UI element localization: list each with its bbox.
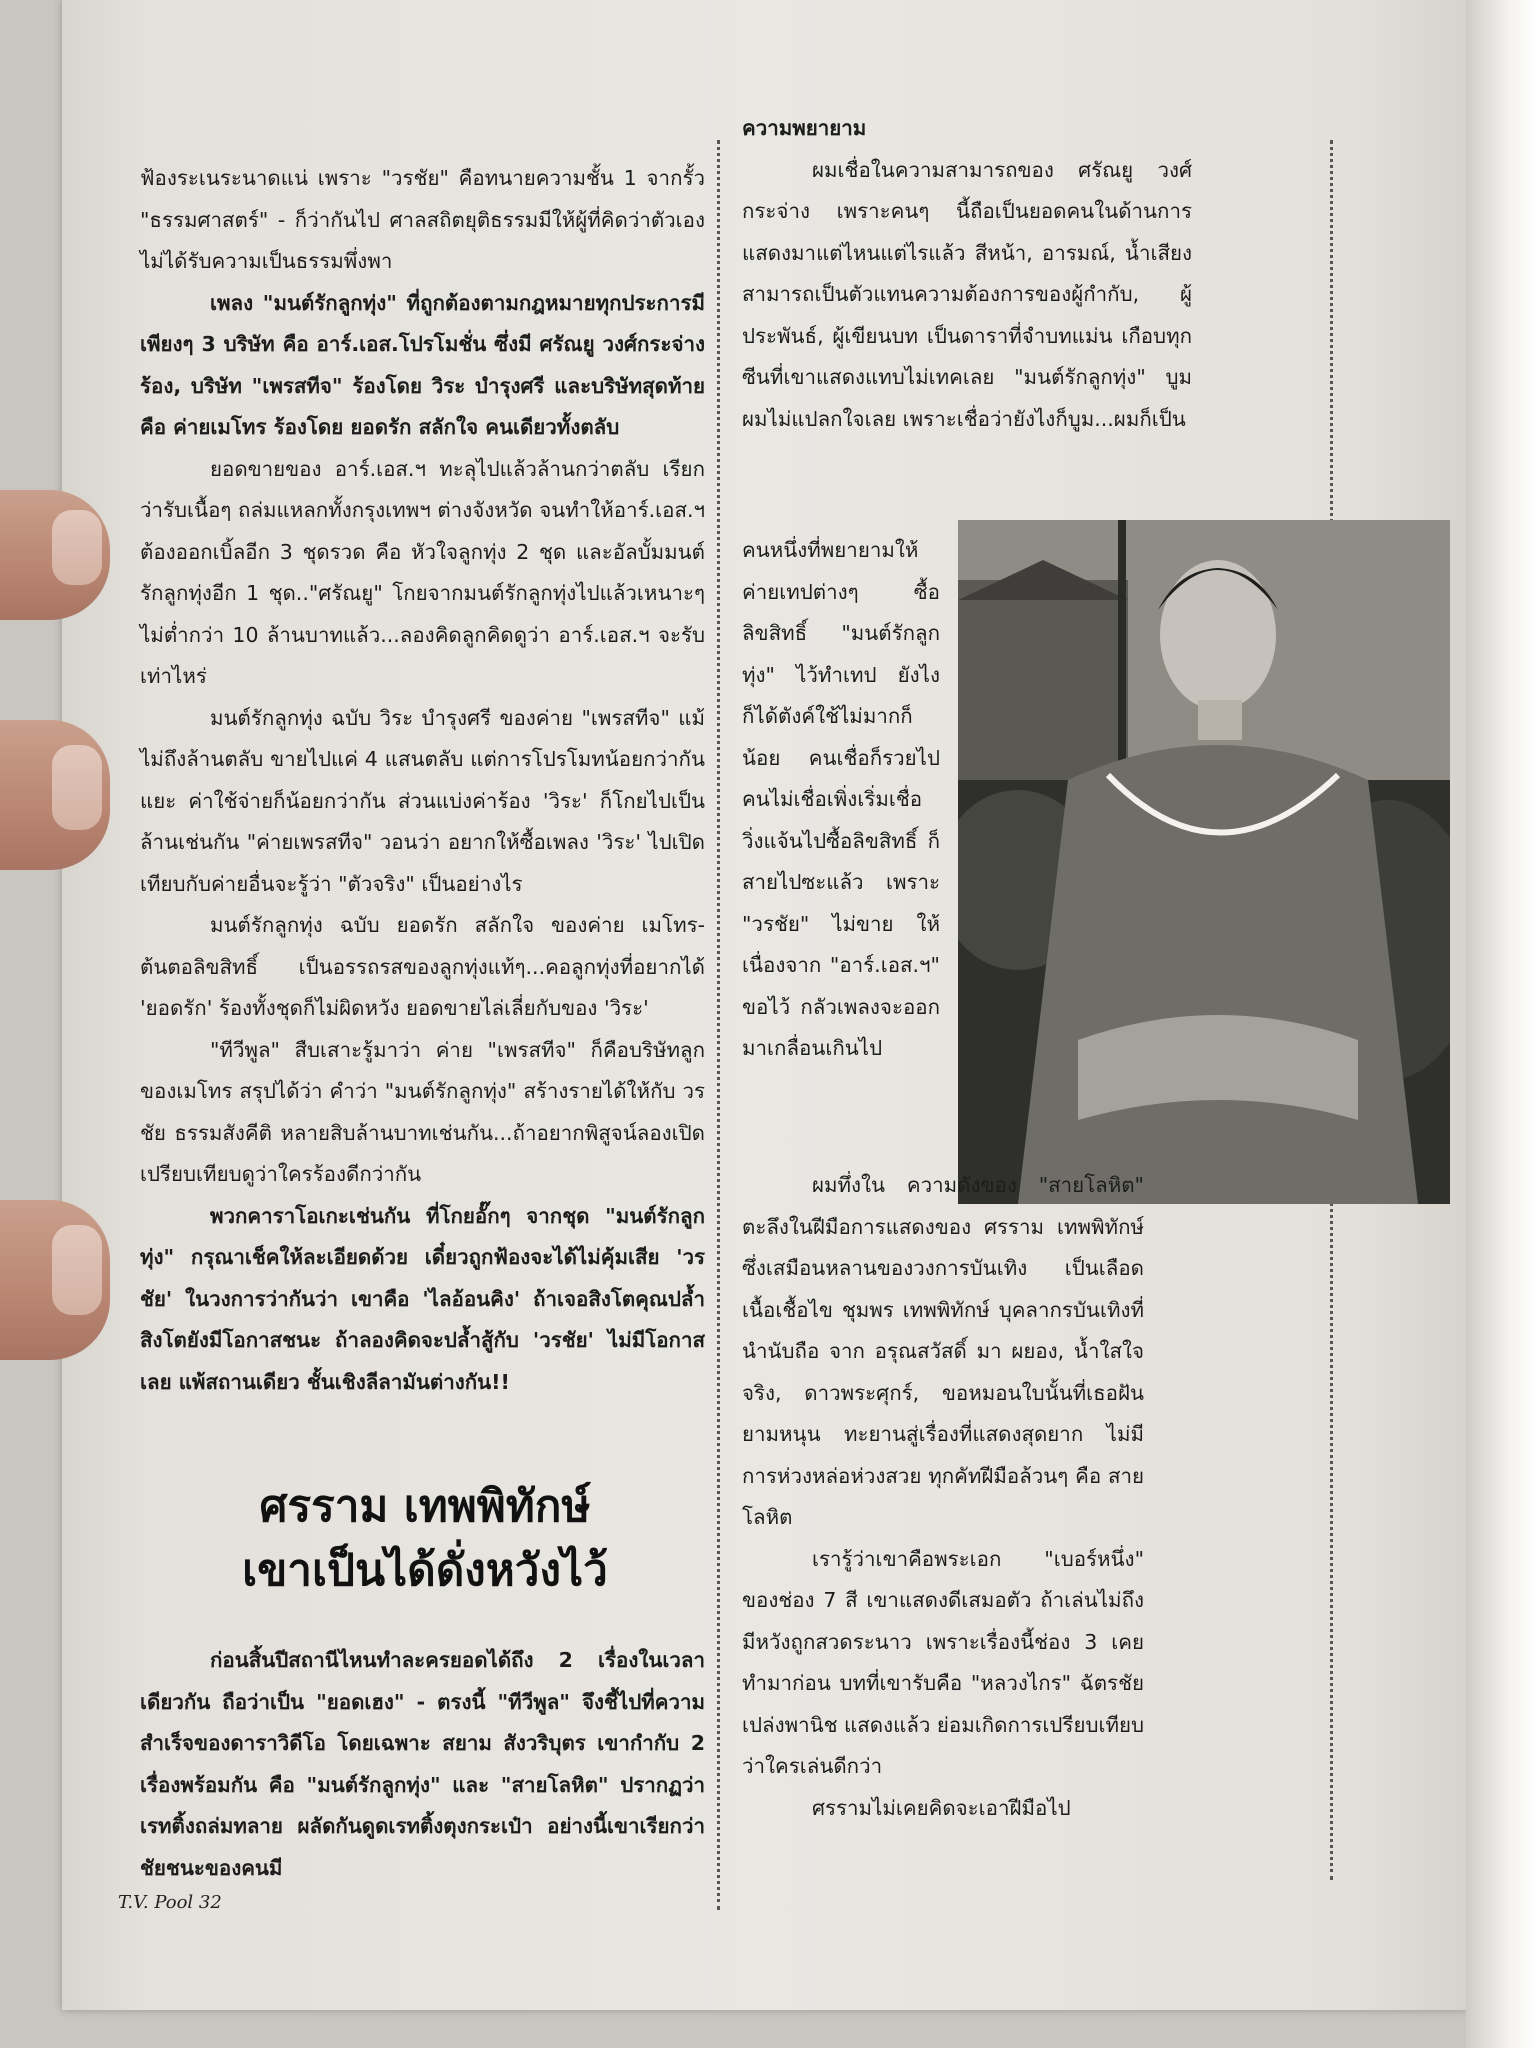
right-column-top (742, 108, 1192, 440)
paragraph: ศรรามไม่เคยคิดจะเอาฝีมือไป (812, 1795, 1071, 1820)
right-column-narrow (742, 530, 940, 1070)
headline-line: ศรราม เทพพิทักษ์ (259, 1481, 591, 1532)
paragraph: "ทีวีพูล" สืบเสาะรู้มาว่า ค่าย "เพรสทีจ" ก็คือบริษัทลูกของเมโทร สรุปได้ว่า คำว่า "มนต์รักลูกทุ่ง" สร้างรายได้ให้กับ วรชัย ธรรมสังคีติ หลายสิบล้านบาทเช่นกัน...ถ้าอยากพิสูจน์ลองเปิดเปรียบเทียบดูว่าใครร้องดีกว่ากัน (140, 1037, 705, 1186)
headline-line: เขาเป็นได้ดั่งหวังไว้ (242, 1545, 608, 1596)
paragraph: คนหนึ่งที่พยายามให้ค่ายเทปต่างๆ ซื้อลิขสิทธิ์ "มนต์รักลูกทุ่ง" ไว้ทำเทป ยังไงก็ได้ตังค์ใช้ไม่มากก็น้อย คนเชื่อก็รวยไป คนไม่เชื่อเพิ่งเริ่มเชื่อ วิ่งแจ้นไปซื้อลิขสิทธิ์ ก็สายไปซะแล้ว เพราะ "วรชัย" ไม่ขาย ให้เนื่องจาก "อาร์.เอส.ฯ" ขอไว้ กลัวเพลงจะออกมาเกลื่อนเกินไป (742, 538, 940, 1060)
finger (0, 1200, 110, 1360)
finger (0, 720, 110, 870)
paragraph: เรารู้ว่าเขาคือพระเอก "เบอร์หนึ่ง" ของช่อง 7 สี เขาแสดงดีเสมอตัว ถ้าเล่นไม่ถึงมีหวังถูกสวดระนาว เพราะเรื่องนี้ช่อง 3 เคยทำมาก่อน บทที่เขารับคือ "หลวงไกร" ฉัตรชัย เปล่งพานิช แสดงแล้ว ย่อมเกิดการเปรียบเทียบว่าใครเล่นดีกว่า (742, 1546, 1145, 1778)
paragraph: ผมเชื่อในความสามารถของ ศรัณยู วงศ์กระจ่าง เพราะคนๆ นี้ถือเป็นยอดคนในด้านการแสดงมาแต่ไหนแต่ไรแล้ว สีหน้า, อารมณ์, น้ำเสียง สามารถเป็นตัวแทนความต้องการของผู้กำกับ, ผู้ประพันธ์, ผู้เขียนบท เป็นดาราที่จำบทแม่น เกือบทุกซีนที่เขาแสดงแทบไม่เทคเลย "มนต์รักลูกทุ่ง" บูม ผมไม่แปลกใจเลย เพราะเชื่อว่ายังไงก็บูม...ผมก็เป็น (742, 157, 1192, 431)
paragraph: ยอดขายของ อาร์.เอส.ฯ ทะลุไปแล้วล้านกว่าตลับ เรียกว่ารับเนื้อๆ ถล่มแหลกทั้งกรุงเทพฯ ต่างจังหวัด จนทำให้อาร์.เอส.ฯ ต้องออกเบิ้ลอีก 3 ชุดรวด คือ หัวใจลูกทุ่ง 2 ชุด และอัลบั้มมนต์รักลูกทุ่งอีก 1 ชุด.."ศรัณยู" โกยจากมนต์รักลูกทุ่งไปแล้วเหนาะๆ ไม่ต่ำกว่า 10 ล้านบาทแล้ว...ลองคิดลูกคิดดูว่า อาร์.เอส.ฯ จะรับเท่าไหร่ (140, 456, 705, 688)
page-footer: T.V. Pool 32 (118, 1892, 222, 1913)
page-edge (1466, 0, 1536, 2048)
paragraph: ก่อนสิ้นปีสถานีไหนทำละครยอดได้ถึง 2 เรื่องในเวลาเดียวกัน ถือว่าเป็น "ยอดเฮง" - ตรงนี้ "ทีวีพูล" จึงชี้ไปที่ความสำเร็จของดาราวิดีโอ โดยเฉพาะ สยาม สังวริบุตร เขากำกับ 2 เรื่องพร้อมกัน คือ "มนต์รักลูกทุ่ง" และ "สายโลหิต" ปรากฏว่าเรทติ้งถล่มทลาย ผลัดกันดูดเรทติ้งตุงกระเป๋า อย่างนี้เขาเรียกว่า ชัยชนะของคนมี (140, 1648, 705, 1880)
portrait-photo (958, 520, 1450, 1204)
paragraph: พวกคาราโอเกะเช่นกัน ที่โกยอั๊กๆ จากชุด "มนต์รักลูกทุ่ง" กรุณาเช็คให้ละเอียดด้วย เดี๋ยวถูกฟ้องจะได้ไม่คุ้มเสีย 'วรชัย' ในวงการว่ากันว่า เขาคือ 'ไลอ้อนคิง' ถ้าเจอสิงโตคุณปล้ำสิงโตยังมีโอกาสชนะ ถ้าลองคิดจะปล้ำสู้กับ 'วรชัย' ไม่มีโอกาสเลย แพ้สถานเดียว ชั้นเชิงลีลามันต่างกัน!! (140, 1203, 705, 1394)
paragraph: ฟ้องระเนระนาดแน่ เพราะ "วรชัย" คือทนายความชั้น 1 จากรั้ว "ธรรมศาสตร์" - ก็ว่ากันไป ศาลสถิตยุติธรรมมีให้ผู้ที่คิดว่าตัวเองไม่ได้รับความเป็นธรรมพึ่งพา (140, 166, 705, 273)
portrait-illustration (958, 520, 1450, 1204)
section-heading: ความพยายาม (742, 116, 867, 140)
paragraph: มนต์รักลูกทุ่ง ฉบับ ยอดรัก สลักใจ ของค่าย เมโทร-ต้นตอลิขสิทธิ์ เป็นอรรถรสของลูกทุ่งแท้ๆ...คอลูกทุ่งที่อยากได้ 'ยอดรัก' ร้องทั้งชุดก็ไม่ผิดหวัง ยอดขายไล่เลี่ยกับของ 'วิระ' (140, 913, 705, 1020)
paragraph: มนต์รักลูกทุ่ง ฉบับ วิระ บำรุงศรี ของค่าย "เพรสทีจ" แม้ไม่ถึงล้านตลับ ขายไปแค่ 4 แสนตลับ แต่การโปรโมทน้อยกว่ากันแยะ ค่าใช้จ่ายก็น้อยกว่ากัน ส่วนแบ่งค่าร้อง 'วิระ' ก็โกยไปเป็นล้านเช่นกัน "ค่ายเพรสทีจ" วอนว่า อยากให้ซื้อเพลง 'วิระ' ไปเปิดเทียบกับค่ายอื่นจะรู้ว่า "ตัวจริง" เป็นอย่างไร (140, 705, 705, 896)
right-column-bottom (742, 1165, 1144, 1829)
headline-body-column (140, 1640, 705, 1889)
left-column (140, 158, 705, 1403)
paragraph: ผมทึ่งใน ความดังของ "สายโลหิต" ตะลึงในฝีมือการแสดงของ ศรราม เทพพิทักษ์ ซึ่งเสมือนหลานของวงการบันเทิง เป็นเลือดเนื้อเชื้อไข ชุมพร เทพพิทักษ์ บุคลากรบันเทิงที่นำนับถือ จาก อรุณสวัสดิ์ มา ผยอง, น้ำใสใจจริง, ดาวพระศุกร์, ขอหมอนใบนั้นที่เธอฝันยามหนุน ทะยานสู่เรื่องที่แสดงสุดยาก ไม่มีการห่วงหล่อห่วงสวย ทุกคัทฝีมือล้วนๆ คือ สายโลหิต (742, 1173, 1144, 1529)
finger (0, 490, 110, 620)
headline (140, 1475, 710, 1603)
column-divider (717, 140, 720, 1910)
paragraph: เพลง "มนต์รักลูกทุ่ง" ที่ถูกต้องตามกฎหมายทุกประการมีเพียงๆ 3 บริษัท คือ อาร์.เอส.โปรโมชั่น ซึ่งมี ศรัณยู วงศ์กระจ่าง ร้อง, บริษัท "เพรสทีจ" ร้องโดย วิระ บำรุงศรี และบริษัทสุดท้ายคือ ค่ายเมโทร ร้องโดย ยอดรัก สลักใจ คนเดียวทั้งตลับ (140, 290, 705, 439)
